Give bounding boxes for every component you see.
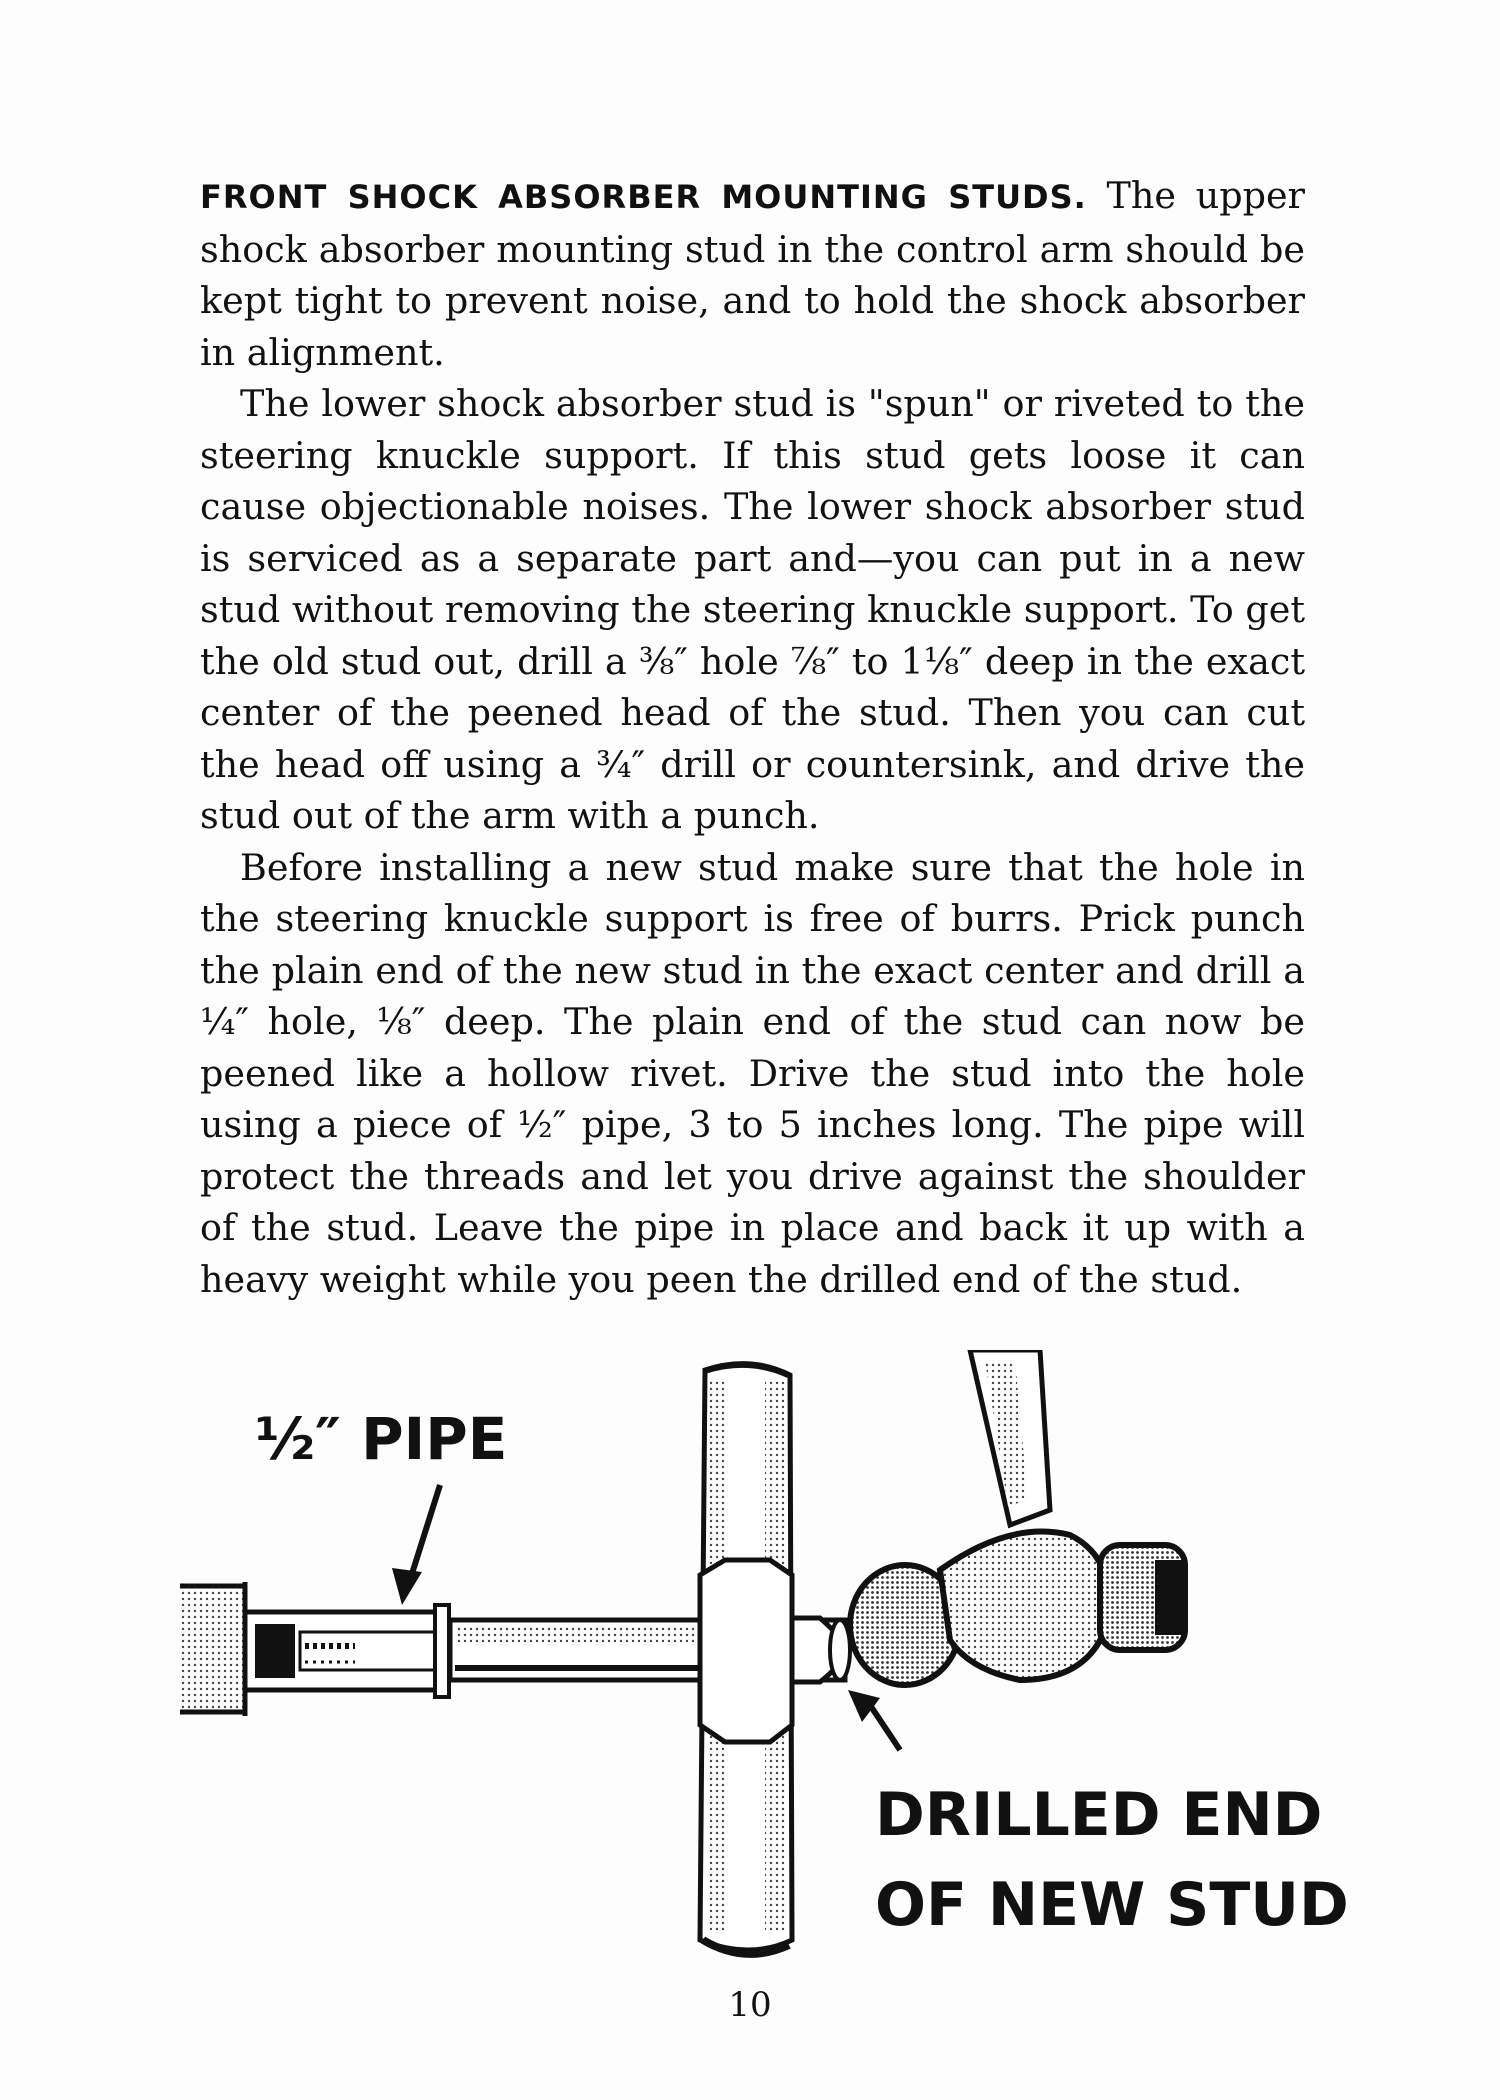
pipe-arrow <box>392 1485 440 1605</box>
paragraph-3: Before installing a new stud make sure that the hole in the steering knuckle support is free of burrs. Prick punch the plain end of the new stud in the exact center and drill a ¼″ hole, ⅛″ deep. The plain end of the stud can now be peened like a hollow rivet. Drive the stud into the hole using a piece of ½″ pipe, 3 to 5 inches long. The pipe will protect the threads and let you drive against the shoulder of the stud. Leave the pipe in place and back it up with a heavy weight while you peen the drilled end of the stud. <box>200 845 1305 1301</box>
pipe-label: ½″ PIPE <box>255 1405 508 1473</box>
stud-arrow <box>848 1690 900 1750</box>
section-heading: FRONT SHOCK ABSORBER MOUNTING STUDS. <box>200 178 1087 216</box>
pipe-shape <box>245 1605 449 1697</box>
drilled-end-label-line-2: OF NEW STUD <box>875 1870 1349 1940</box>
ball-peen-hammer <box>850 1350 1185 1685</box>
body-text <box>200 170 1305 1305</box>
heavy-weight-block <box>180 1582 245 1716</box>
paragraph-1-text: The upper shock absorber mounting stud in the control arm should be kept tight to prevent noise, and to hold the shock absorber in alignment. <box>200 174 1306 374</box>
drilled-end-label-line-1: DRILLED END <box>875 1780 1323 1850</box>
paragraph-1 <box>200 170 1305 378</box>
steering-knuckle-support <box>700 1364 792 1954</box>
stud-drilled-end <box>792 1618 850 1682</box>
paragraph-2: The lower shock absorber stud is "spun" or riveted to the steering knuckle support. If this stud gets loose it can cause objectionable noises. The lower shock absorber stud is serviced as a separate part and—you can put in a new stud without removing the steering knuckle support. To get the old stud out, drill a ⅜″ hole ⅞″ to 1⅛″ deep in the exact center of the peened head of the stud. Then you can cut the head off using a ¾″ drill or countersink, and drive the stud out of the arm with a punch. <box>200 382 1305 837</box>
page-number: 10 <box>728 1985 772 2025</box>
